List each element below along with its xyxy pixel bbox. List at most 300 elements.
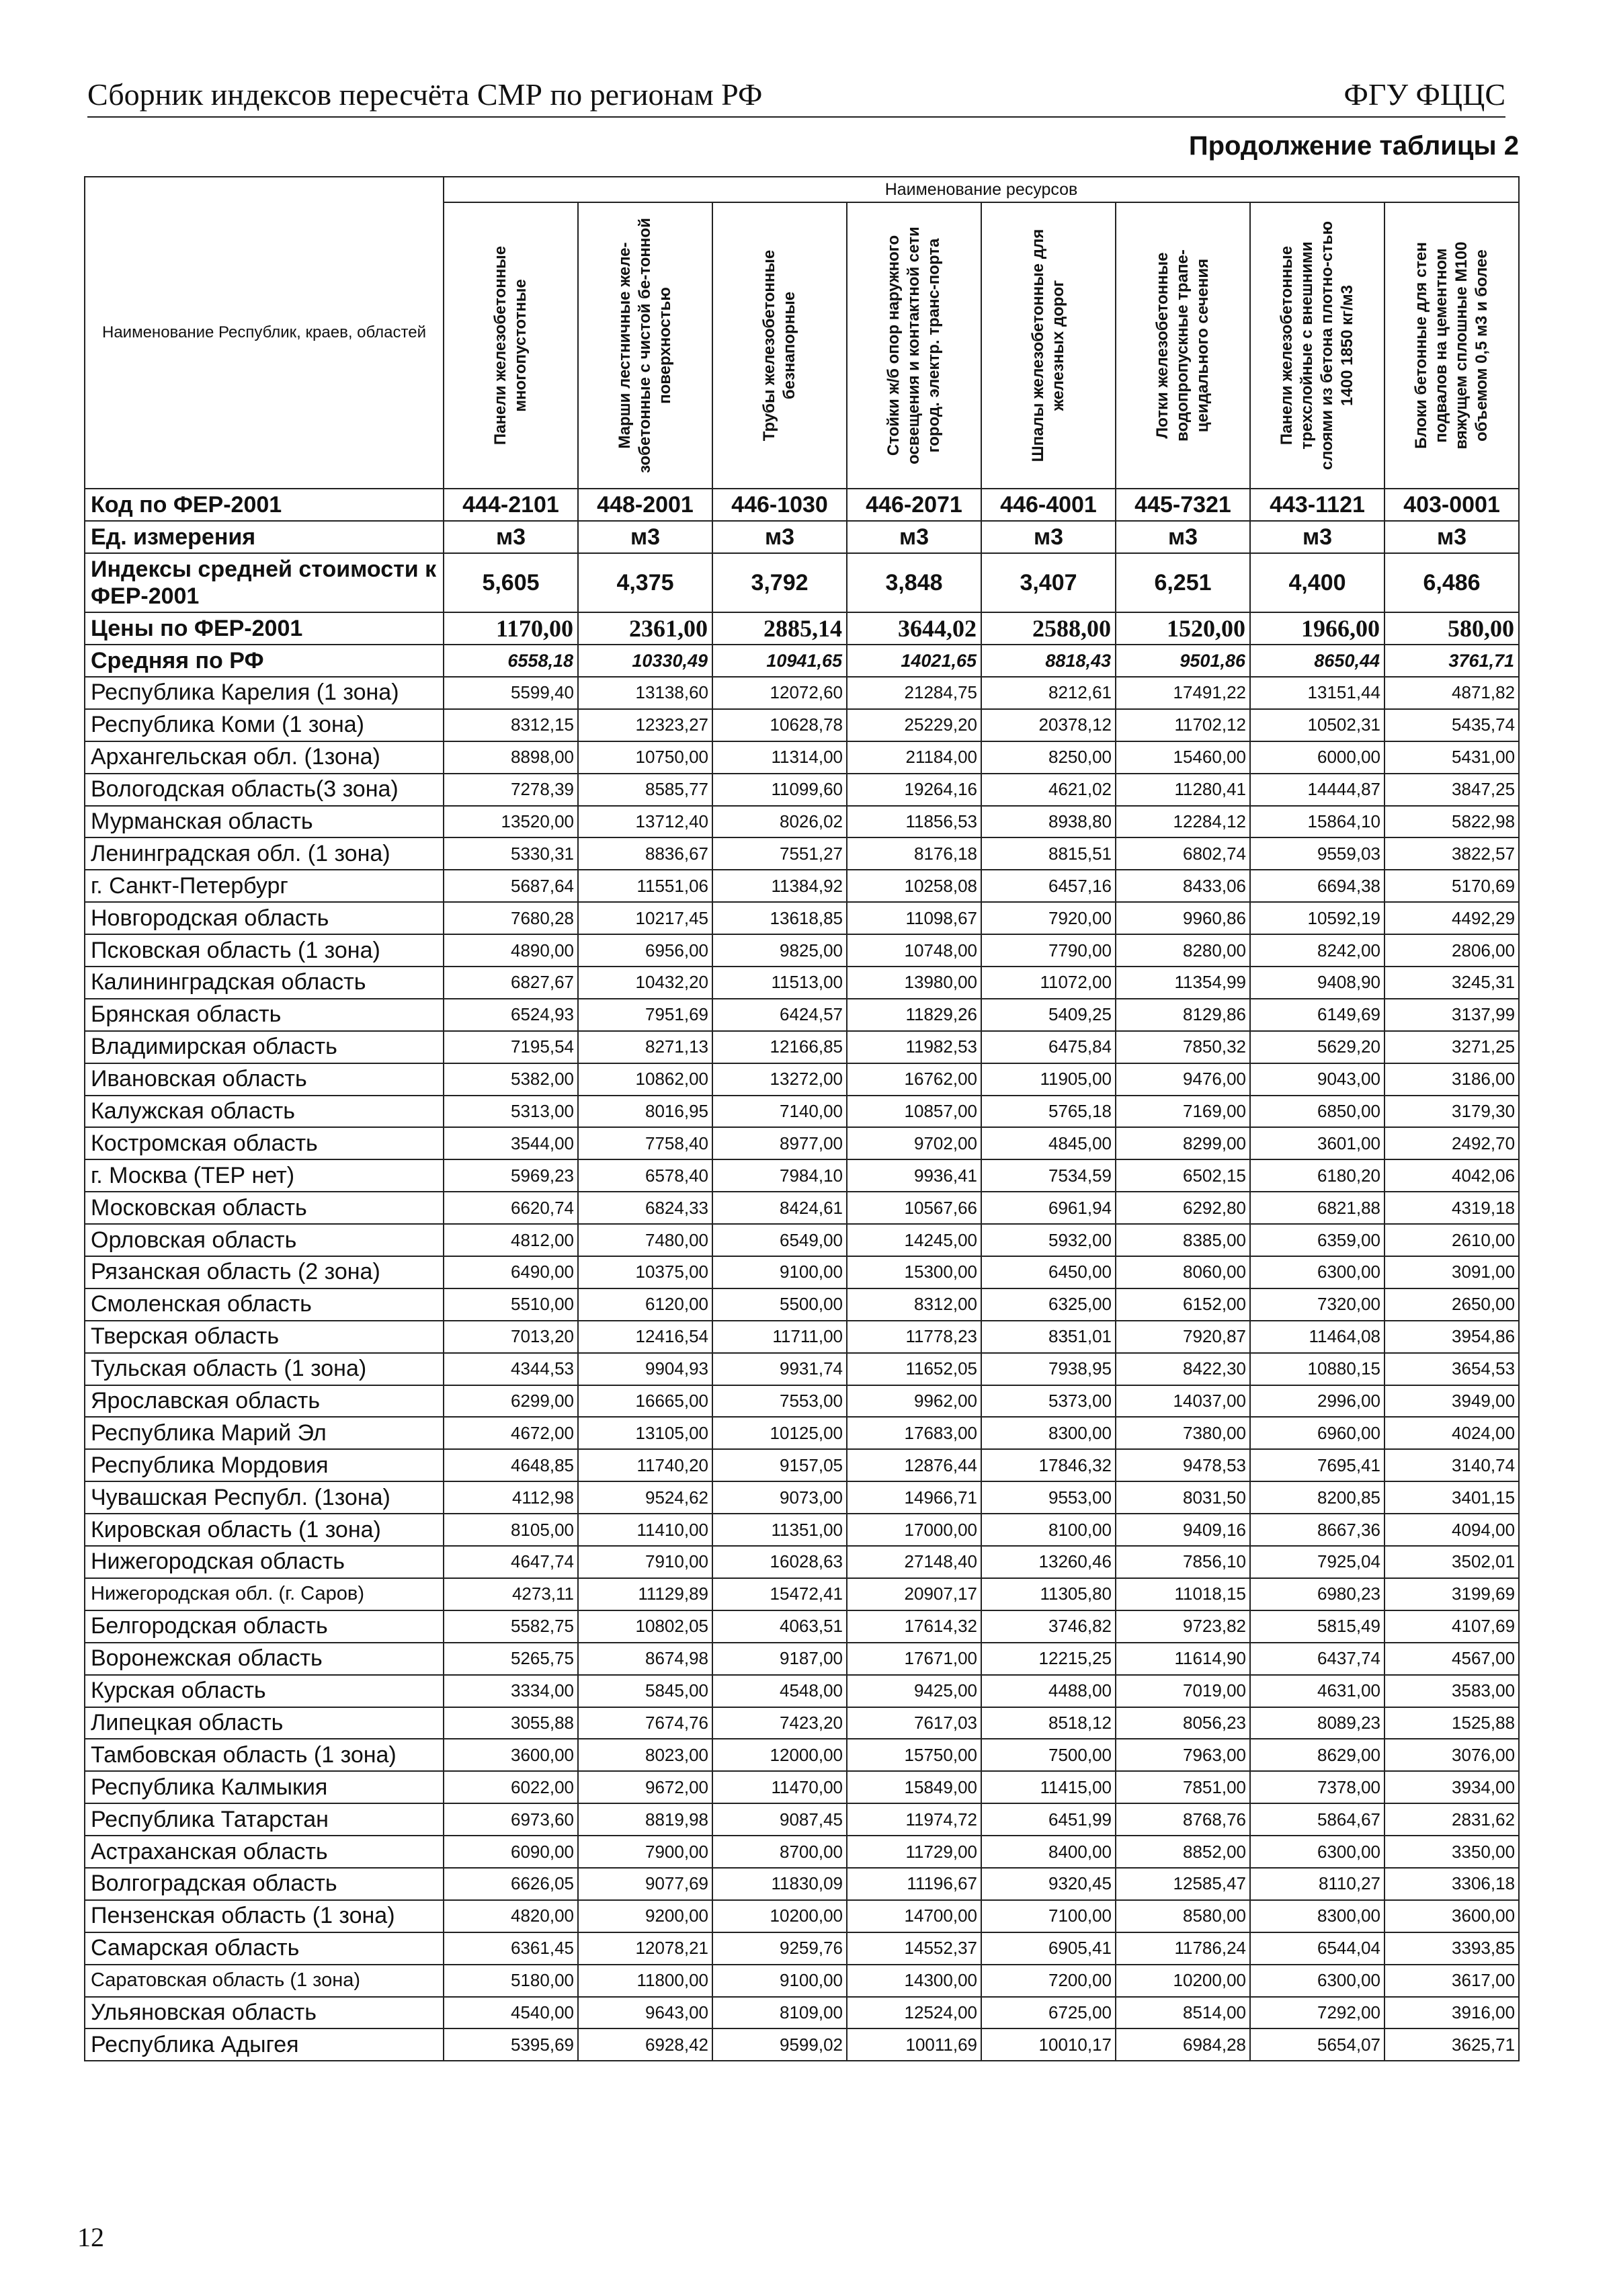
- fer-code-row: [85, 489, 1519, 521]
- table-cell: 11614,90: [1116, 1643, 1250, 1675]
- table-cell: 27148,40: [847, 1546, 981, 1578]
- table-cell: 12215,25: [981, 1643, 1116, 1675]
- table-row: [85, 709, 1519, 741]
- table-cell: м3: [981, 521, 1116, 553]
- table-cell: 10200,00: [712, 1900, 847, 1932]
- table-cell: 14444,87: [1250, 774, 1384, 806]
- table-cell: 4344,53: [444, 1353, 578, 1385]
- table-cell: 8818,43: [981, 645, 1116, 677]
- table-row: [85, 1031, 1519, 1063]
- table-cell: 7925,04: [1250, 1546, 1384, 1578]
- region-name: Московская область: [85, 1192, 444, 1224]
- table-row: [85, 1997, 1519, 2029]
- table-cell: 7963,00: [1116, 1739, 1250, 1771]
- column-header: [1116, 202, 1250, 489]
- column-header: [1250, 202, 1384, 489]
- table-cell: 10125,00: [712, 1417, 847, 1449]
- table-cell: 6490,00: [444, 1256, 578, 1288]
- table-cell: 11982,53: [847, 1031, 981, 1063]
- table-cell: 17491,22: [1116, 677, 1250, 709]
- table-cell: 2588,00: [981, 612, 1116, 645]
- table-cell: 6000,00: [1250, 741, 1384, 774]
- table-cell: 8109,00: [712, 1997, 847, 2029]
- region-name: Калининградская область: [85, 967, 444, 999]
- region-name: Республика Карелия (1 зона): [85, 677, 444, 709]
- table-row: [85, 1481, 1519, 1514]
- table-cell: 6620,74: [444, 1192, 578, 1224]
- table-cell: 3350,00: [1384, 1836, 1519, 1868]
- table-cell: 15750,00: [847, 1739, 981, 1771]
- table-cell: 6694,38: [1250, 870, 1384, 902]
- table-cell: 11314,00: [712, 741, 847, 774]
- table-cell: 10748,00: [847, 934, 981, 967]
- table-cell: 11800,00: [578, 1965, 712, 1997]
- table-cell: 3949,00: [1384, 1385, 1519, 1418]
- column-header-label: Панели железобетонные многопустотные: [491, 245, 530, 446]
- region-name: Республика Коми (1 зона): [85, 709, 444, 741]
- unit-row: [85, 521, 1519, 553]
- table-cell: м3: [1384, 521, 1519, 553]
- table-cell: 11099,60: [712, 774, 847, 806]
- table-cell: 7851,00: [1116, 1771, 1250, 1803]
- table-cell: 13272,00: [712, 1063, 847, 1096]
- table-cell: 7195,54: [444, 1031, 578, 1063]
- table-cell: 8629,00: [1250, 1739, 1384, 1771]
- region-name: Вологодская область(3 зона): [85, 774, 444, 806]
- table-cell: 3306,18: [1384, 1868, 1519, 1900]
- table-cell: 7480,00: [578, 1224, 712, 1256]
- table-cell: 20907,17: [847, 1578, 981, 1610]
- table-cell: 8650,44: [1250, 645, 1384, 677]
- table-cell: 7320,00: [1250, 1288, 1384, 1321]
- table-cell: 7200,00: [981, 1965, 1116, 1997]
- table-cell: 9643,00: [578, 1997, 712, 2029]
- table-cell: 8129,86: [1116, 999, 1250, 1031]
- russia-average-row: [85, 645, 1519, 677]
- table-cell: 12284,12: [1116, 806, 1250, 838]
- column-header: [712, 202, 847, 489]
- table-cell: 6905,41: [981, 1932, 1116, 1965]
- table-cell: 8031,50: [1116, 1481, 1250, 1514]
- table-cell: 3502,01: [1384, 1546, 1519, 1578]
- table-cell: 13520,00: [444, 806, 578, 838]
- table-cell: м3: [578, 521, 712, 553]
- region-name: Республика Марий Эл: [85, 1417, 444, 1449]
- table-cell: 9408,90: [1250, 967, 1384, 999]
- table-cell: 4621,02: [981, 774, 1116, 806]
- table-cell: 8518,12: [981, 1707, 1116, 1739]
- table-cell: 7674,76: [578, 1707, 712, 1739]
- table-cell: 8815,51: [981, 837, 1116, 870]
- table-cell: 443-1121: [1250, 489, 1384, 521]
- table-row: [85, 774, 1519, 806]
- table-cell: 4107,69: [1384, 1610, 1519, 1643]
- region-name: Тверская область: [85, 1321, 444, 1353]
- table-cell: 446-4001: [981, 489, 1116, 521]
- table-row: [85, 1965, 1519, 1997]
- table-cell: 9501,86: [1116, 645, 1250, 677]
- table-row: [85, 1739, 1519, 1771]
- table-cell: 4820,00: [444, 1900, 578, 1932]
- table-cell: 6299,00: [444, 1385, 578, 1418]
- table-cell: 3822,57: [1384, 837, 1519, 870]
- table-cell: 8312,15: [444, 709, 578, 741]
- column-header-label: Лотки железобетонные водопропускные трапе-цеидального сечения: [1153, 249, 1212, 442]
- table-cell: 12416,54: [578, 1321, 712, 1353]
- table-cell: 9599,02: [712, 2028, 847, 2061]
- region-name: Республика Мордовия: [85, 1449, 444, 1481]
- region-name: Республика Адыгея: [85, 2028, 444, 2061]
- table-row: [85, 1417, 1519, 1449]
- table-cell: 15849,00: [847, 1771, 981, 1803]
- table-cell: 7169,00: [1116, 1096, 1250, 1128]
- region-name: Смоленская область: [85, 1288, 444, 1321]
- table-row: [85, 1771, 1519, 1803]
- region-name: Кировская область (1 зона): [85, 1514, 444, 1546]
- table-row: [85, 1288, 1519, 1321]
- table-cell: 7758,40: [578, 1127, 712, 1159]
- table-cell: 8250,00: [981, 741, 1116, 774]
- table-cell: 4647,74: [444, 1546, 578, 1578]
- table-cell: 6544,04: [1250, 1932, 1384, 1965]
- region-name: Ивановская область: [85, 1063, 444, 1096]
- table-cell: 8100,00: [981, 1514, 1116, 1546]
- row-label: Код по ФЕР-2001: [85, 489, 444, 521]
- table-cell: 8271,13: [578, 1031, 712, 1063]
- table-cell: 9100,00: [712, 1256, 847, 1288]
- region-name: Костромская область: [85, 1127, 444, 1159]
- table-cell: 6960,00: [1250, 1417, 1384, 1449]
- table-cell: 9672,00: [578, 1771, 712, 1803]
- table-cell: 17683,00: [847, 1417, 981, 1449]
- region-name: Псковская область (1 зона): [85, 934, 444, 967]
- table-cell: 6424,57: [712, 999, 847, 1031]
- table-cell: 8060,00: [1116, 1256, 1250, 1288]
- table-cell: 17614,32: [847, 1610, 981, 1643]
- table-cell: 8312,00: [847, 1288, 981, 1321]
- table-row: [85, 741, 1519, 774]
- column-header-label: Панели железобетонные трехслойные с внешними слоями из бетона плотно-стью 1400 1850 кг/м3: [1278, 220, 1356, 470]
- table-cell: 10330,49: [578, 645, 712, 677]
- table-cell: 3271,25: [1384, 1031, 1519, 1063]
- table-cell: 8385,00: [1116, 1224, 1250, 1256]
- table-cell: 6824,33: [578, 1192, 712, 1224]
- table-cell: 10502,31: [1250, 709, 1384, 741]
- region-name: Самарская область: [85, 1932, 444, 1965]
- table-cell: 11305,80: [981, 1578, 1116, 1610]
- table-cell: 6022,00: [444, 1771, 578, 1803]
- table-row: [85, 999, 1519, 1031]
- table-cell: 5431,00: [1384, 741, 1519, 774]
- region-name: Мурманская область: [85, 806, 444, 838]
- table-cell: 16665,00: [578, 1385, 712, 1418]
- table-cell: 3625,71: [1384, 2028, 1519, 2061]
- region-name: Саратовская область (1 зона): [85, 1965, 444, 1997]
- table-cell: 5815,49: [1250, 1610, 1384, 1643]
- table-cell: 6292,80: [1116, 1192, 1250, 1224]
- table-cell: 6928,42: [578, 2028, 712, 2061]
- table-cell: 6973,60: [444, 1803, 578, 1836]
- table-cell: м3: [847, 521, 981, 553]
- table-cell: 11098,67: [847, 902, 981, 934]
- column-header: [847, 202, 981, 489]
- table-row: [85, 1868, 1519, 1900]
- table-cell: 1966,00: [1250, 612, 1384, 645]
- table-cell: 19264,16: [847, 774, 981, 806]
- table-cell: 3076,00: [1384, 1739, 1519, 1771]
- table-cell: 2996,00: [1250, 1385, 1384, 1418]
- table-cell: 7910,00: [578, 1546, 712, 1578]
- table-cell: 11280,41: [1116, 774, 1250, 806]
- table-cell: 9259,76: [712, 1932, 847, 1965]
- table-cell: 1525,88: [1384, 1707, 1519, 1739]
- region-name: Рязанская область (2 зона): [85, 1256, 444, 1288]
- table-cell: 7850,32: [1116, 1031, 1250, 1063]
- region-name: Владимирская область: [85, 1031, 444, 1063]
- table-cell: 6120,00: [578, 1288, 712, 1321]
- table-cell: 8424,61: [712, 1192, 847, 1224]
- table-cell: 6090,00: [444, 1836, 578, 1868]
- table-cell: 12078,21: [578, 1932, 712, 1965]
- region-name: Белгородская область: [85, 1610, 444, 1643]
- table-cell: 9723,82: [1116, 1610, 1250, 1643]
- table-cell: 8089,23: [1250, 1707, 1384, 1739]
- table-cell: 445-7321: [1116, 489, 1250, 521]
- table-cell: 2610,00: [1384, 1224, 1519, 1256]
- table-cell: 3091,00: [1384, 1256, 1519, 1288]
- table-cell: 8242,00: [1250, 934, 1384, 967]
- table-cell: 8016,95: [578, 1096, 712, 1128]
- table-cell: 3746,82: [981, 1610, 1116, 1643]
- table-cell: 9702,00: [847, 1127, 981, 1159]
- table-cell: 5500,00: [712, 1288, 847, 1321]
- table-cell: 6149,69: [1250, 999, 1384, 1031]
- table-row: [85, 1546, 1519, 1578]
- table-cell: 7938,95: [981, 1353, 1116, 1385]
- table-row: [85, 1385, 1519, 1418]
- table-cell: 9320,45: [981, 1868, 1116, 1900]
- table-cell: 6980,23: [1250, 1578, 1384, 1610]
- table-cell: 14021,65: [847, 645, 981, 677]
- table-cell: 10375,00: [578, 1256, 712, 1288]
- table-cell: 3761,71: [1384, 645, 1519, 677]
- table-cell: 446-1030: [712, 489, 847, 521]
- table-cell: 10802,05: [578, 1610, 712, 1643]
- table-cell: м3: [1250, 521, 1384, 553]
- table-cell: 14966,71: [847, 1481, 981, 1514]
- table-cell: 7019,00: [1116, 1675, 1250, 1707]
- table-cell: 11729,00: [847, 1836, 981, 1868]
- table-cell: 9478,53: [1116, 1449, 1250, 1481]
- table-cell: 15300,00: [847, 1256, 981, 1288]
- table-row: [85, 1449, 1519, 1481]
- table-cell: 2492,70: [1384, 1127, 1519, 1159]
- table-cell: 6325,00: [981, 1288, 1116, 1321]
- table-row: [85, 1096, 1519, 1128]
- table-cell: 25229,20: [847, 709, 981, 741]
- table-cell: 3,792: [712, 553, 847, 612]
- table-cell: 12524,00: [847, 1997, 981, 2029]
- table-cell: 10628,78: [712, 709, 847, 741]
- table-cell: 10217,45: [578, 902, 712, 934]
- table-cell: 12323,27: [578, 709, 712, 741]
- row-label: Ед. измерения: [85, 521, 444, 553]
- table-cell: 11830,09: [712, 1868, 847, 1900]
- table-cell: 6152,00: [1116, 1288, 1250, 1321]
- table-cell: 6,486: [1384, 553, 1519, 612]
- column-header-label: Стойки ж/б опор наружного освещения и контактной сети город. электр. транс-порта: [884, 227, 943, 464]
- table-cell: 6451,99: [981, 1803, 1116, 1836]
- region-name: Республика Калмыкия: [85, 1771, 444, 1803]
- table-cell: 12585,47: [1116, 1868, 1250, 1900]
- table-cell: 11778,23: [847, 1321, 981, 1353]
- table-cell: 9100,00: [712, 1965, 847, 1997]
- table-row: [85, 1063, 1519, 1096]
- table-cell: 6450,00: [981, 1256, 1116, 1288]
- table-cell: 9960,86: [1116, 902, 1250, 934]
- table-cell: 13712,40: [578, 806, 712, 838]
- table-cell: 11464,08: [1250, 1321, 1384, 1353]
- table-row: [85, 1610, 1519, 1643]
- region-name: Ярославская область: [85, 1385, 444, 1418]
- table-cell: 3617,00: [1384, 1965, 1519, 1997]
- table-cell: 3055,88: [444, 1707, 578, 1739]
- table-cell: 9962,00: [847, 1385, 981, 1418]
- table-row: [85, 1578, 1519, 1610]
- table-cell: 8023,00: [578, 1739, 712, 1771]
- table-cell: 3393,85: [1384, 1932, 1519, 1965]
- table-cell: 10011,69: [847, 2028, 981, 2061]
- table-cell: 8433,06: [1116, 870, 1250, 902]
- table-cell: 8585,77: [578, 774, 712, 806]
- table-cell: 9931,74: [712, 1353, 847, 1385]
- table-row: [85, 806, 1519, 838]
- table-row: [85, 837, 1519, 870]
- table-cell: 11551,06: [578, 870, 712, 902]
- region-name: Республика Татарстан: [85, 1803, 444, 1836]
- table-cell: 10941,65: [712, 645, 847, 677]
- table-cell: 5765,18: [981, 1096, 1116, 1128]
- table-cell: 8852,00: [1116, 1836, 1250, 1868]
- table-row: [85, 1127, 1519, 1159]
- table-cell: 5582,75: [444, 1610, 578, 1643]
- table-cell: 7920,87: [1116, 1321, 1250, 1353]
- table-cell: 7551,27: [712, 837, 847, 870]
- table-cell: 8819,98: [578, 1803, 712, 1836]
- table-cell: 4648,85: [444, 1449, 578, 1481]
- table-cell: 8300,00: [1250, 1900, 1384, 1932]
- table-cell: 8700,00: [712, 1836, 847, 1868]
- table-cell: 9425,00: [847, 1675, 981, 1707]
- table-cell: 7380,00: [1116, 1417, 1250, 1449]
- table-row: [85, 1224, 1519, 1256]
- table-row: [85, 2028, 1519, 2061]
- table-cell: 10567,66: [847, 1192, 981, 1224]
- table-cell: 9904,93: [578, 1353, 712, 1385]
- region-name: Брянская область: [85, 999, 444, 1031]
- table-cell: 7500,00: [981, 1739, 1116, 1771]
- region-name: Ульяновская область: [85, 1997, 444, 2029]
- table-cell: 8212,61: [981, 677, 1116, 709]
- table-cell: 9073,00: [712, 1481, 847, 1514]
- table-cell: 8056,23: [1116, 1707, 1250, 1739]
- region-name: Новгородская область: [85, 902, 444, 934]
- table-cell: 5170,69: [1384, 870, 1519, 902]
- table-cell: 10432,20: [578, 967, 712, 999]
- table-cell: 11786,24: [1116, 1932, 1250, 1965]
- table-cell: 15460,00: [1116, 741, 1250, 774]
- table-cell: 9087,45: [712, 1803, 847, 1836]
- table-cell: 9559,03: [1250, 837, 1384, 870]
- table-cell: 7856,10: [1116, 1546, 1250, 1578]
- table-cell: 6549,00: [712, 1224, 847, 1256]
- table-cell: 5969,23: [444, 1159, 578, 1192]
- table-cell: 8898,00: [444, 741, 578, 774]
- table-cell: 11711,00: [712, 1321, 847, 1353]
- table-cell: 4042,06: [1384, 1159, 1519, 1192]
- table-row: [85, 1803, 1519, 1836]
- table-cell: 580,00: [1384, 612, 1519, 645]
- table-cell: 8768,76: [1116, 1803, 1250, 1836]
- table-cell: 5510,00: [444, 1288, 578, 1321]
- table-cell: 7617,03: [847, 1707, 981, 1739]
- table-cell: 3,848: [847, 553, 981, 612]
- table-cell: 17846,32: [981, 1449, 1116, 1481]
- table-cell: 4890,00: [444, 934, 578, 967]
- table-cell: 3934,00: [1384, 1771, 1519, 1803]
- table-cell: м3: [712, 521, 847, 553]
- column-header: [1384, 202, 1519, 489]
- table-cell: 8200,85: [1250, 1481, 1384, 1514]
- table-cell: 3,407: [981, 553, 1116, 612]
- table-cell: 11410,00: [578, 1514, 712, 1546]
- table-cell: 4672,00: [444, 1417, 578, 1449]
- column-header: [444, 202, 578, 489]
- table-cell: 4631,00: [1250, 1675, 1384, 1707]
- row-label: Индексы средней стоимости к ФЕР-2001: [85, 553, 444, 612]
- table-cell: 8105,00: [444, 1514, 578, 1546]
- table-cell: 5629,20: [1250, 1031, 1384, 1063]
- table-cell: 12072,60: [712, 677, 847, 709]
- table-cell: 11415,00: [981, 1771, 1116, 1803]
- table-cell: 5265,75: [444, 1643, 578, 1675]
- table-cell: 13138,60: [578, 677, 712, 709]
- table-cell: 8299,00: [1116, 1127, 1250, 1159]
- table-cell: м3: [444, 521, 578, 553]
- table-cell: 9936,41: [847, 1159, 981, 1192]
- table-cell: 5864,67: [1250, 1803, 1384, 1836]
- table-cell: 11905,00: [981, 1063, 1116, 1096]
- table-cell: 8110,27: [1250, 1868, 1384, 1900]
- table-cell: 5932,00: [981, 1224, 1116, 1256]
- region-name: Нижегородская обл. (г. Саров): [85, 1578, 444, 1610]
- table-row: [85, 1353, 1519, 1385]
- table-cell: 3186,00: [1384, 1063, 1519, 1096]
- table-cell: 5845,00: [578, 1675, 712, 1707]
- region-name: Курская область: [85, 1675, 444, 1707]
- table-cell: 8422,30: [1116, 1353, 1250, 1385]
- table-cell: 16762,00: [847, 1063, 981, 1096]
- table-row: [85, 677, 1519, 709]
- region-name: Волгоградская область: [85, 1868, 444, 1900]
- table-row: [85, 902, 1519, 934]
- table-cell: 5409,25: [981, 999, 1116, 1031]
- table-cell: 3600,00: [444, 1739, 578, 1771]
- table-cell: 6457,16: [981, 870, 1116, 902]
- table-cell: 14037,00: [1116, 1385, 1250, 1418]
- table-cell: 3916,00: [1384, 1997, 1519, 2029]
- table-cell: 446-2071: [847, 489, 981, 521]
